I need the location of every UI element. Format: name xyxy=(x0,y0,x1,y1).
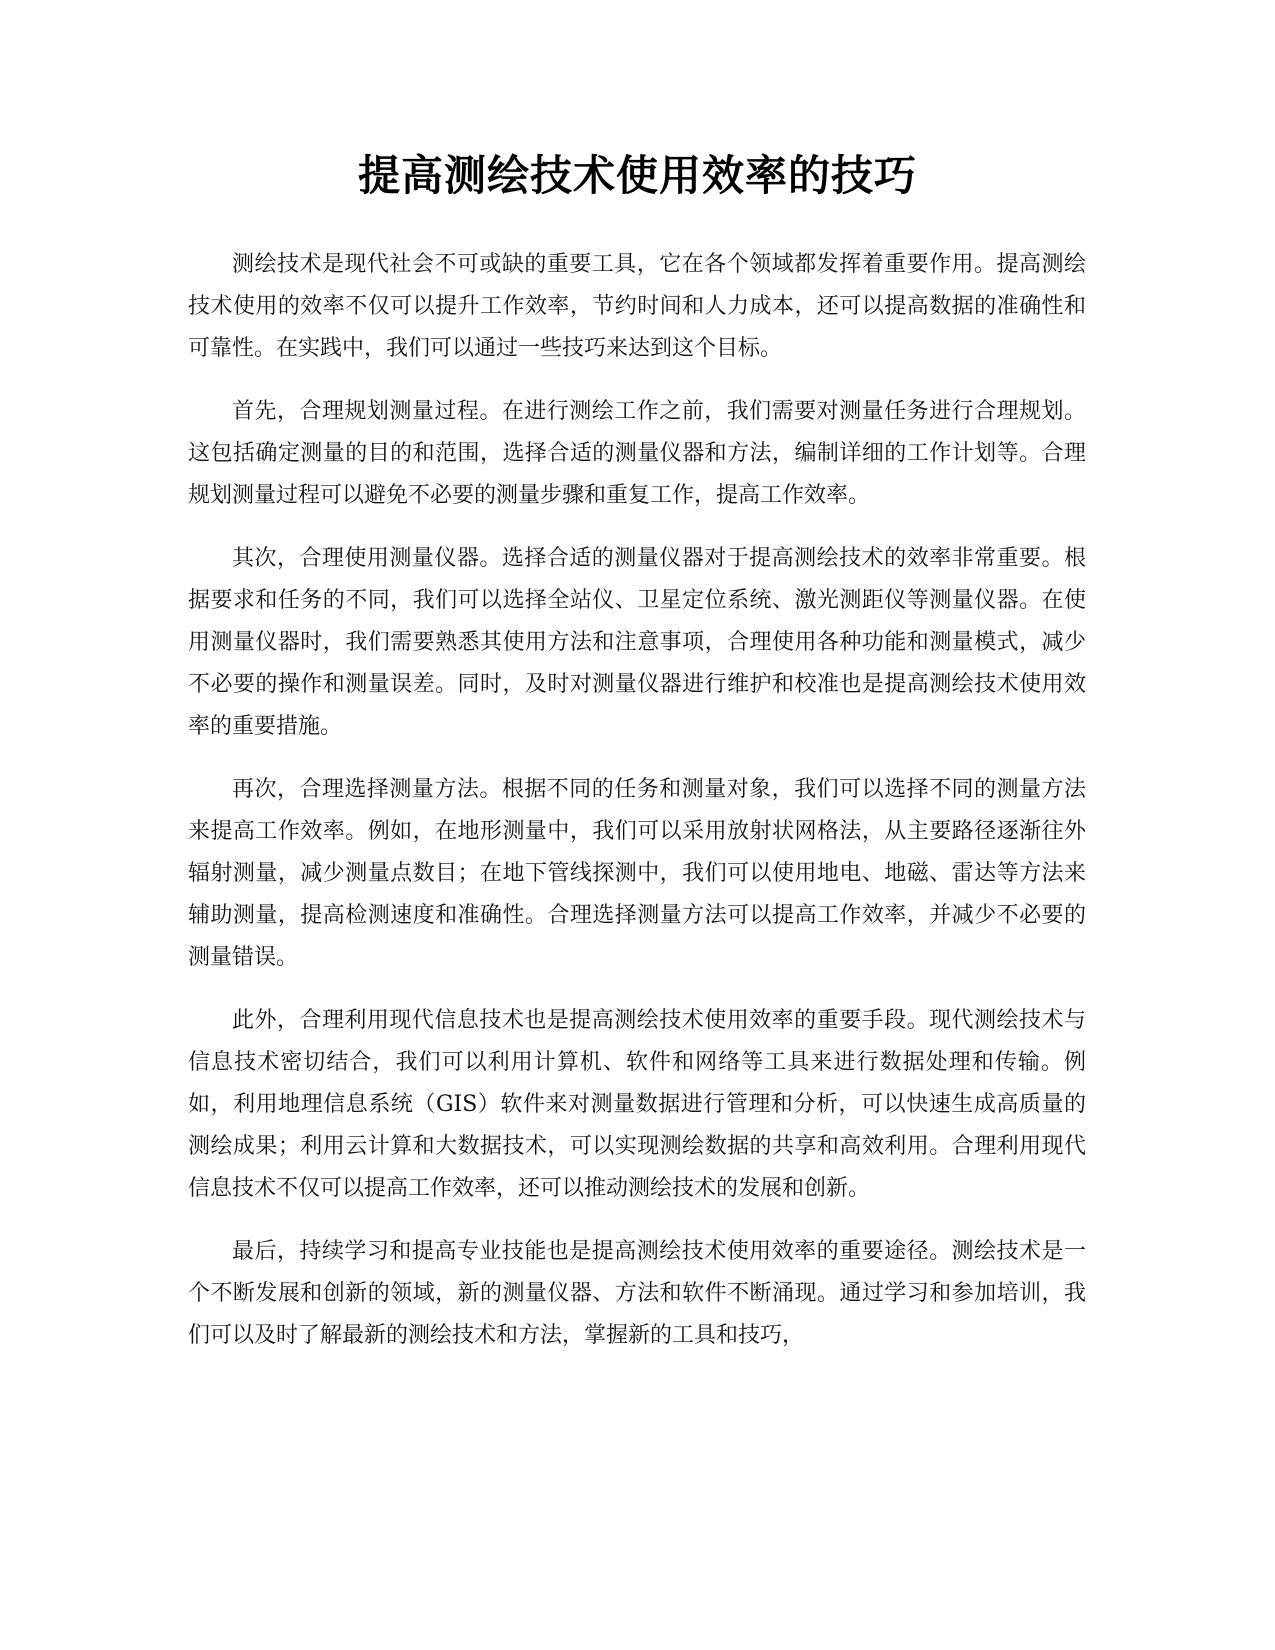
paragraph-instruments: 其次，合理使用测量仪器。选择合适的测量仪器对于提高测绘技术的效率非常重要。根据要求和任务的不同，我们可以选择全站仪、卫星定位系统、激光测距仪等测量仪器。在使用测量仪器时，我们需要熟悉其使用方法和注意事项，合理使用各种功能和测量模式，减少不必要的操作和测量误差。同时，及时对测量仪器进行维护和校准也是提高测绘技术使用效率的重要措施。 xyxy=(188,546,1086,739)
paragraph-learning: 最后，持续学习和提高专业技能也是提高测绘技术使用效率的重要途径。测绘技术是一个不断发展和创新的领域，新的测量仪器、方法和软件不断涌现。通过学习和参加培训，我们可以及时了解最新的测绘技术和方法，掌握新的工具和技巧， xyxy=(188,1239,1086,1348)
document-title: 提高测绘技术使用效率的技巧 xyxy=(357,151,917,200)
document-body xyxy=(188,244,1086,1378)
paragraph-methods: 再次，合理选择测量方法。根据不同的任务和测量对象，我们可以选择不同的测量方法来提高工作效率。例如，在地形测量中，我们可以采用放射状网格法，从主要路径逐渐往外辐射测量，减少测量点数目；在地下管线探测中，我们可以使用地电、地磁、雷达等方法来辅助测量，提高检测速度和准确性。合理选择测量方法可以提高工作效率，并减少不必要的测量错误。 xyxy=(188,777,1086,970)
paragraph-information-technology: 此外，合理利用现代信息技术也是提高测绘技术使用效率的重要手段。现代测绘技术与信息技术密切结合，我们可以利用计算机、软件和网络等工具来进行数据处理和传输。例如，利用地理信息系统（GIS）软件来对测量数据进行管理和分析，可以快速生成高质量的测绘成果；利用云计算和大数据技术，可以实现测绘数据的共享和高效利用。合理利用现代信息技术不仅可以提高工作效率，还可以推动测绘技术的发展和创新。 xyxy=(188,1008,1086,1201)
paragraph-intro: 测绘技术是现代社会不可或缺的重要工具，它在各个领域都发挥着重要作用。提高测绘技术使用的效率不仅可以提升工作效率，节约时间和人力成本，还可以提高数据的准确性和可靠性。在实践中，我们可以通过一些技巧来达到这个目标。 xyxy=(188,252,1086,361)
paragraph-planning: 首先，合理规划测量过程。在进行测绘工作之前，我们需要对测量任务进行合理规划。这包括确定测量的目的和范围，选择合适的测量仪器和方法，编制详细的工作计划等。合理规划测量过程可以避免不必要的测量步骤和重复工作，提高工作效率。 xyxy=(188,399,1086,508)
